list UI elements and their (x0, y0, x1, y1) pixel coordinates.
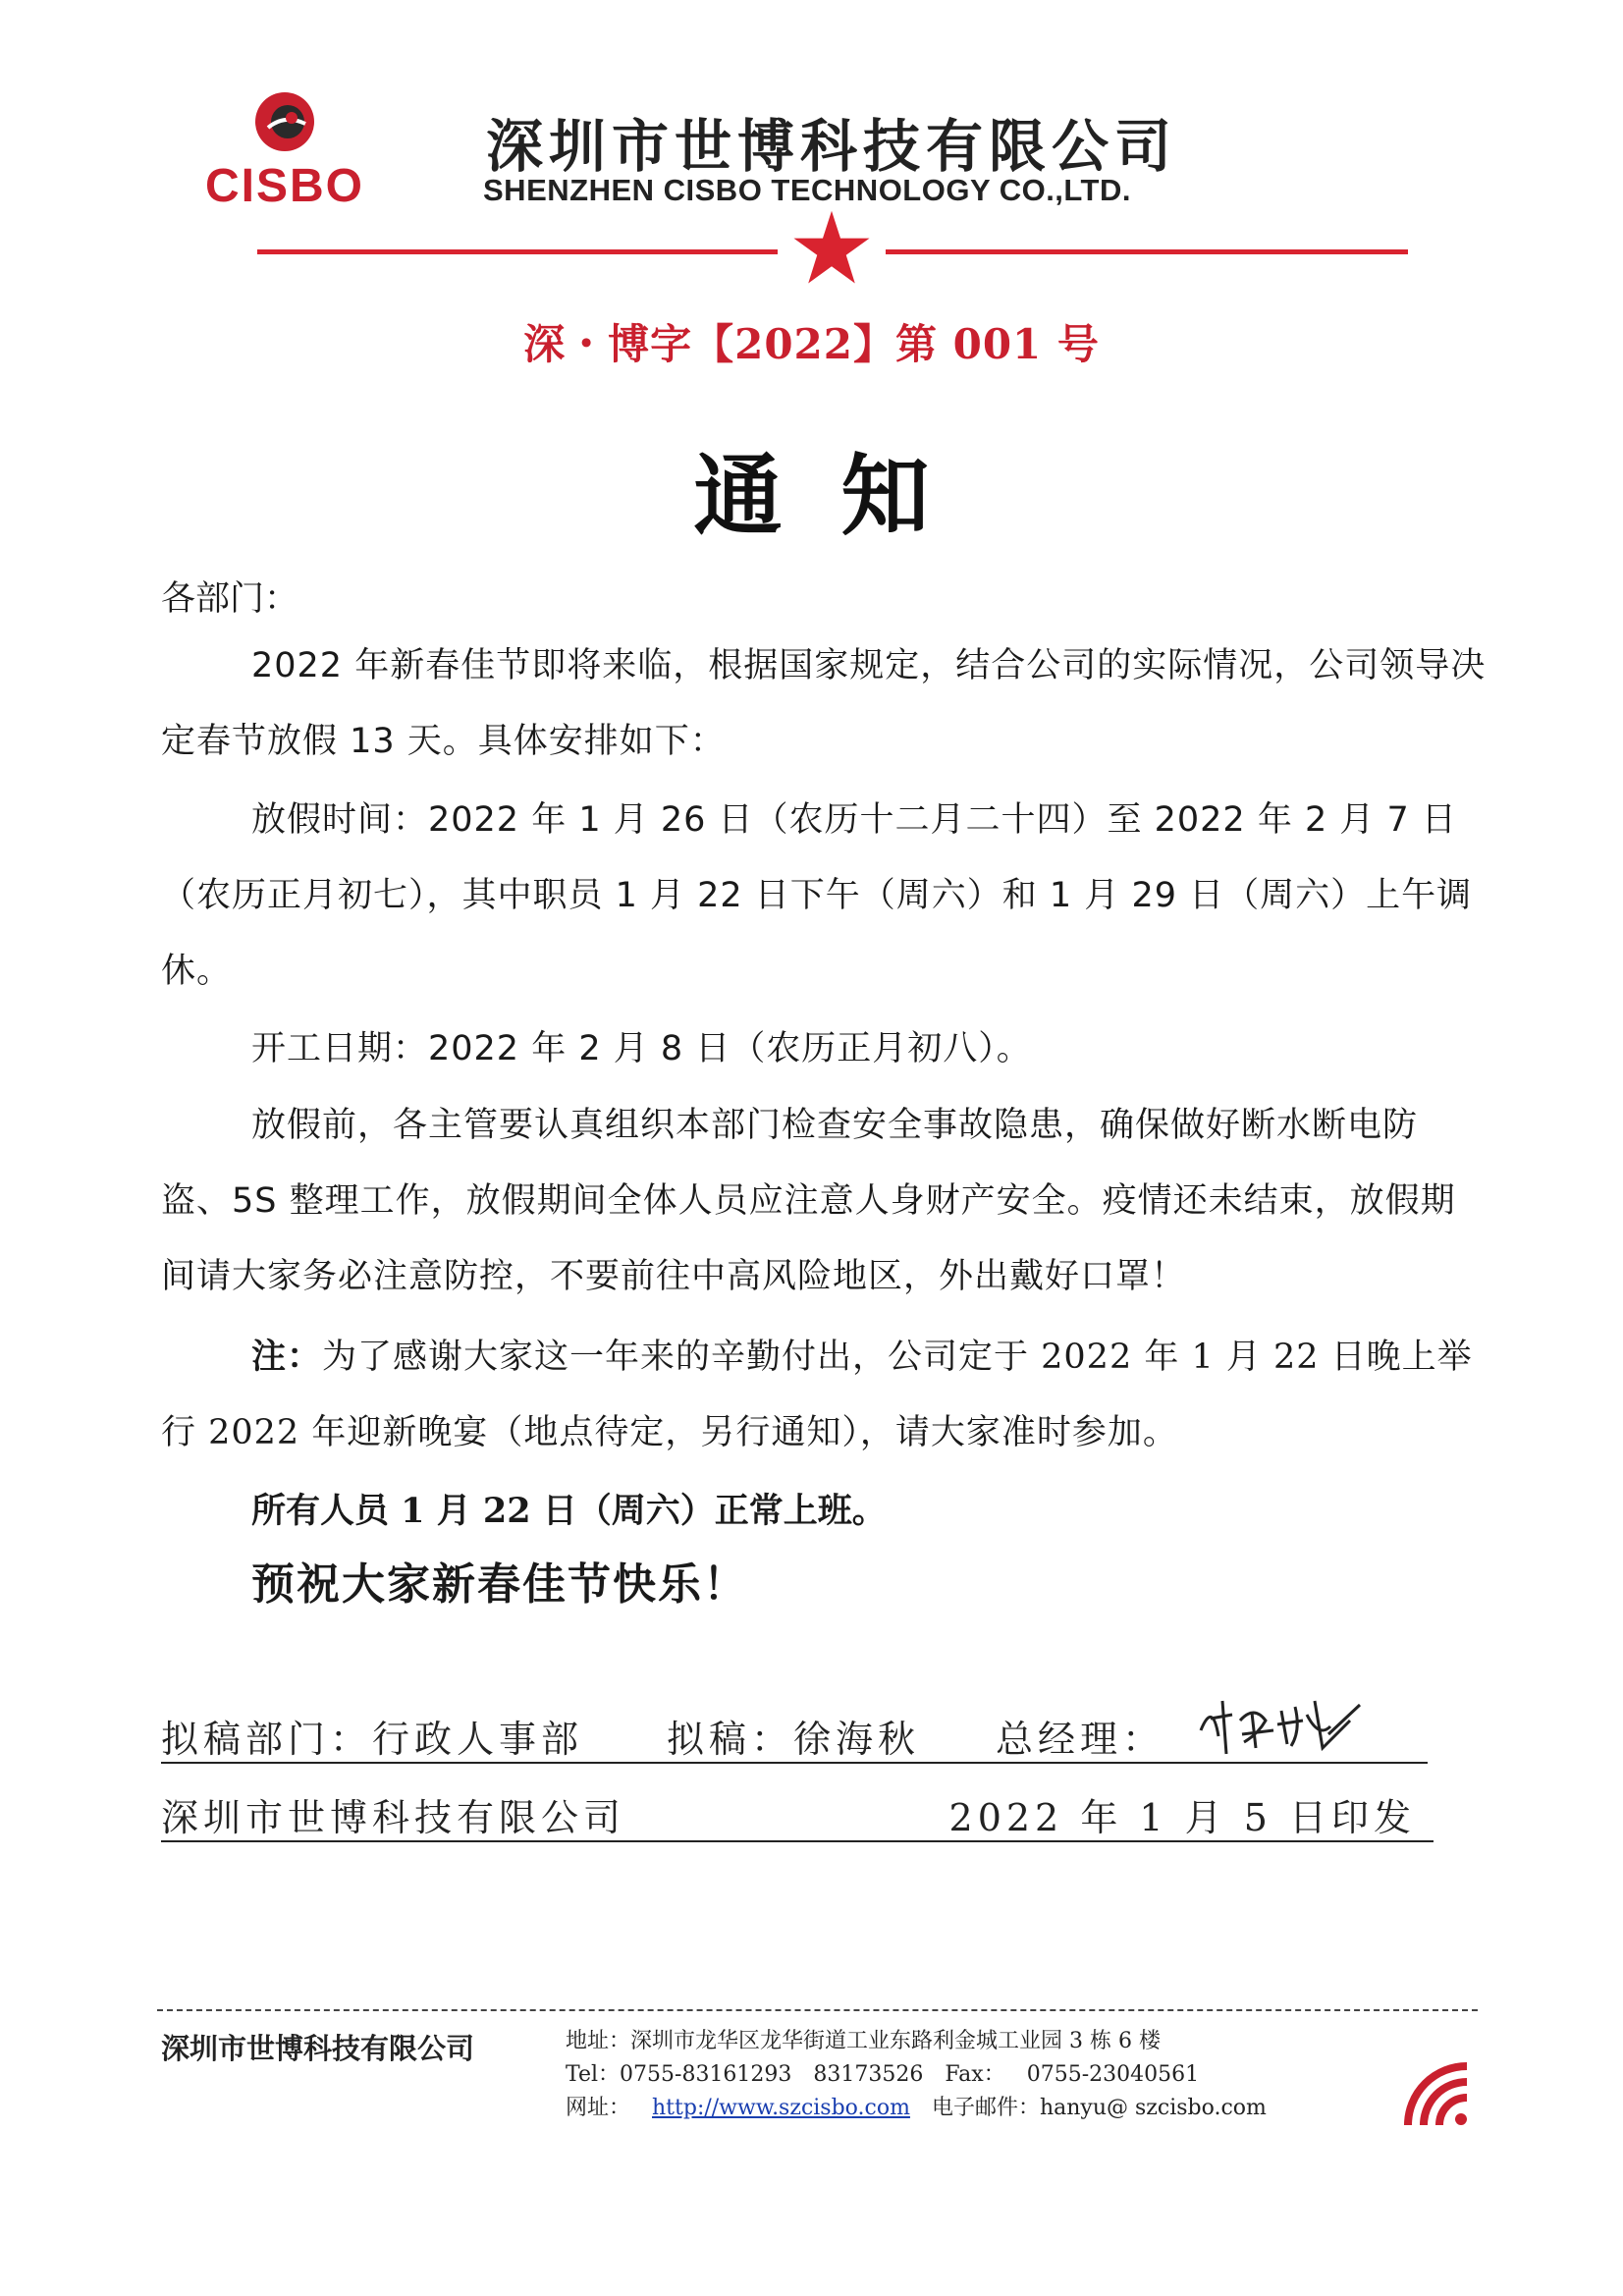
logo-emblem (182, 84, 388, 163)
letterhead-rule-left (257, 249, 778, 254)
footer-fax-label: Fax： (945, 2062, 1005, 2087)
paragraph-work-start: 开工日期：2022 年 2 月 8 日（农历正月初八）。 (251, 1029, 1032, 1068)
cisbo-logo-icon (182, 84, 388, 212)
footer-tel: Tel：0755-83161293 (566, 2062, 792, 2087)
issuer-company: 深圳市世博科技有限公司 (161, 1796, 626, 1839)
work-notice: 所有人员 1 月 22 日（周六）正常上班。 (251, 1491, 887, 1531)
note-label: 注： (251, 1337, 323, 1377)
paragraph-note (161, 1319, 1487, 1471)
general-manager-label: 总经理： (996, 1718, 1165, 1761)
footer-web-line (566, 2092, 1267, 2125)
letterhead-rule-right (886, 249, 1408, 254)
page-title: 通知 (693, 444, 989, 548)
paragraph-safety: 放假前，各主管要认真组织本部门检查安全事故隐患，确保做好断水断电防盗、5S 整理工作，放假期间全体人员应注意人身财产安全。疫情还未结束，放假期间请大家务必注意防控，不要前往中高风险地区，外出戴好口罩！ (161, 1106, 1456, 1296)
closing-greeting: 预祝大家新春佳节快乐！ (251, 1559, 748, 1610)
drafter: 拟稿：徐海秋 (667, 1718, 921, 1761)
draft-department: 拟稿部门：行政人事部 (161, 1718, 584, 1761)
footer-tel2: 83173526 (813, 2062, 924, 2087)
footer-company: 深圳市世博科技有限公司 (161, 2032, 475, 2065)
document-number: 深・博字【2022】第 001 号 (523, 320, 1100, 368)
footer-logo-icon (1402, 2060, 1471, 2129)
footer-website-link[interactable]: http://www.szcisbo.com (652, 2096, 910, 2120)
paragraph-intro: 2022 年新春佳节即将来临，根据国家规定，结合公司的实际情况，公司领导决定春节放假 13 天。具体安排如下： (161, 646, 1487, 761)
footer-fax: 0755-23040561 (1026, 2062, 1200, 2087)
signature-mark (1193, 1691, 1365, 1760)
issue-line (161, 1787, 1434, 1842)
footer-address: 地址：深圳市龙华区龙华街道工业东路利金城工业园 3 栋 6 楼 (566, 2029, 1161, 2053)
paragraph-holiday-period: 放假时间：2022 年 1 月 26 日（农历十二月二十四）至 2022 年 2 月 7 日（农历正月初七），其中职员 1 月 22 日下午（周六）和 1 月 29 日（周六）上午调休。 (161, 800, 1473, 991)
footer-email: 电子邮件：hanyu@ szcisbo.com (931, 2096, 1267, 2120)
footer-web-label: 网址： (566, 2096, 631, 2120)
star-icon (791, 208, 872, 287)
footer-divider (157, 2009, 1478, 2011)
issue-date: 2022 年 1 月 5 日印发 (948, 1796, 1416, 1839)
company-name-en: SHENZHEN CISBO TECHNOLOGY CO.,LTD. (483, 173, 1131, 207)
footer-contact (566, 2025, 1267, 2125)
company-name-cn: 深圳市世博科技有限公司 (486, 113, 1178, 180)
greeting: 各部门： (161, 579, 299, 619)
note-text: 为了感谢大家这一年来的辛勤付出，公司定于 2022 年 1 月 22 日晚上举行 2022 年迎新晚宴（地点待定，另行通知），请大家准时参加。 (161, 1338, 1473, 1452)
logo-text: CISBO (204, 160, 364, 212)
footer-phone-line (566, 2058, 1267, 2092)
